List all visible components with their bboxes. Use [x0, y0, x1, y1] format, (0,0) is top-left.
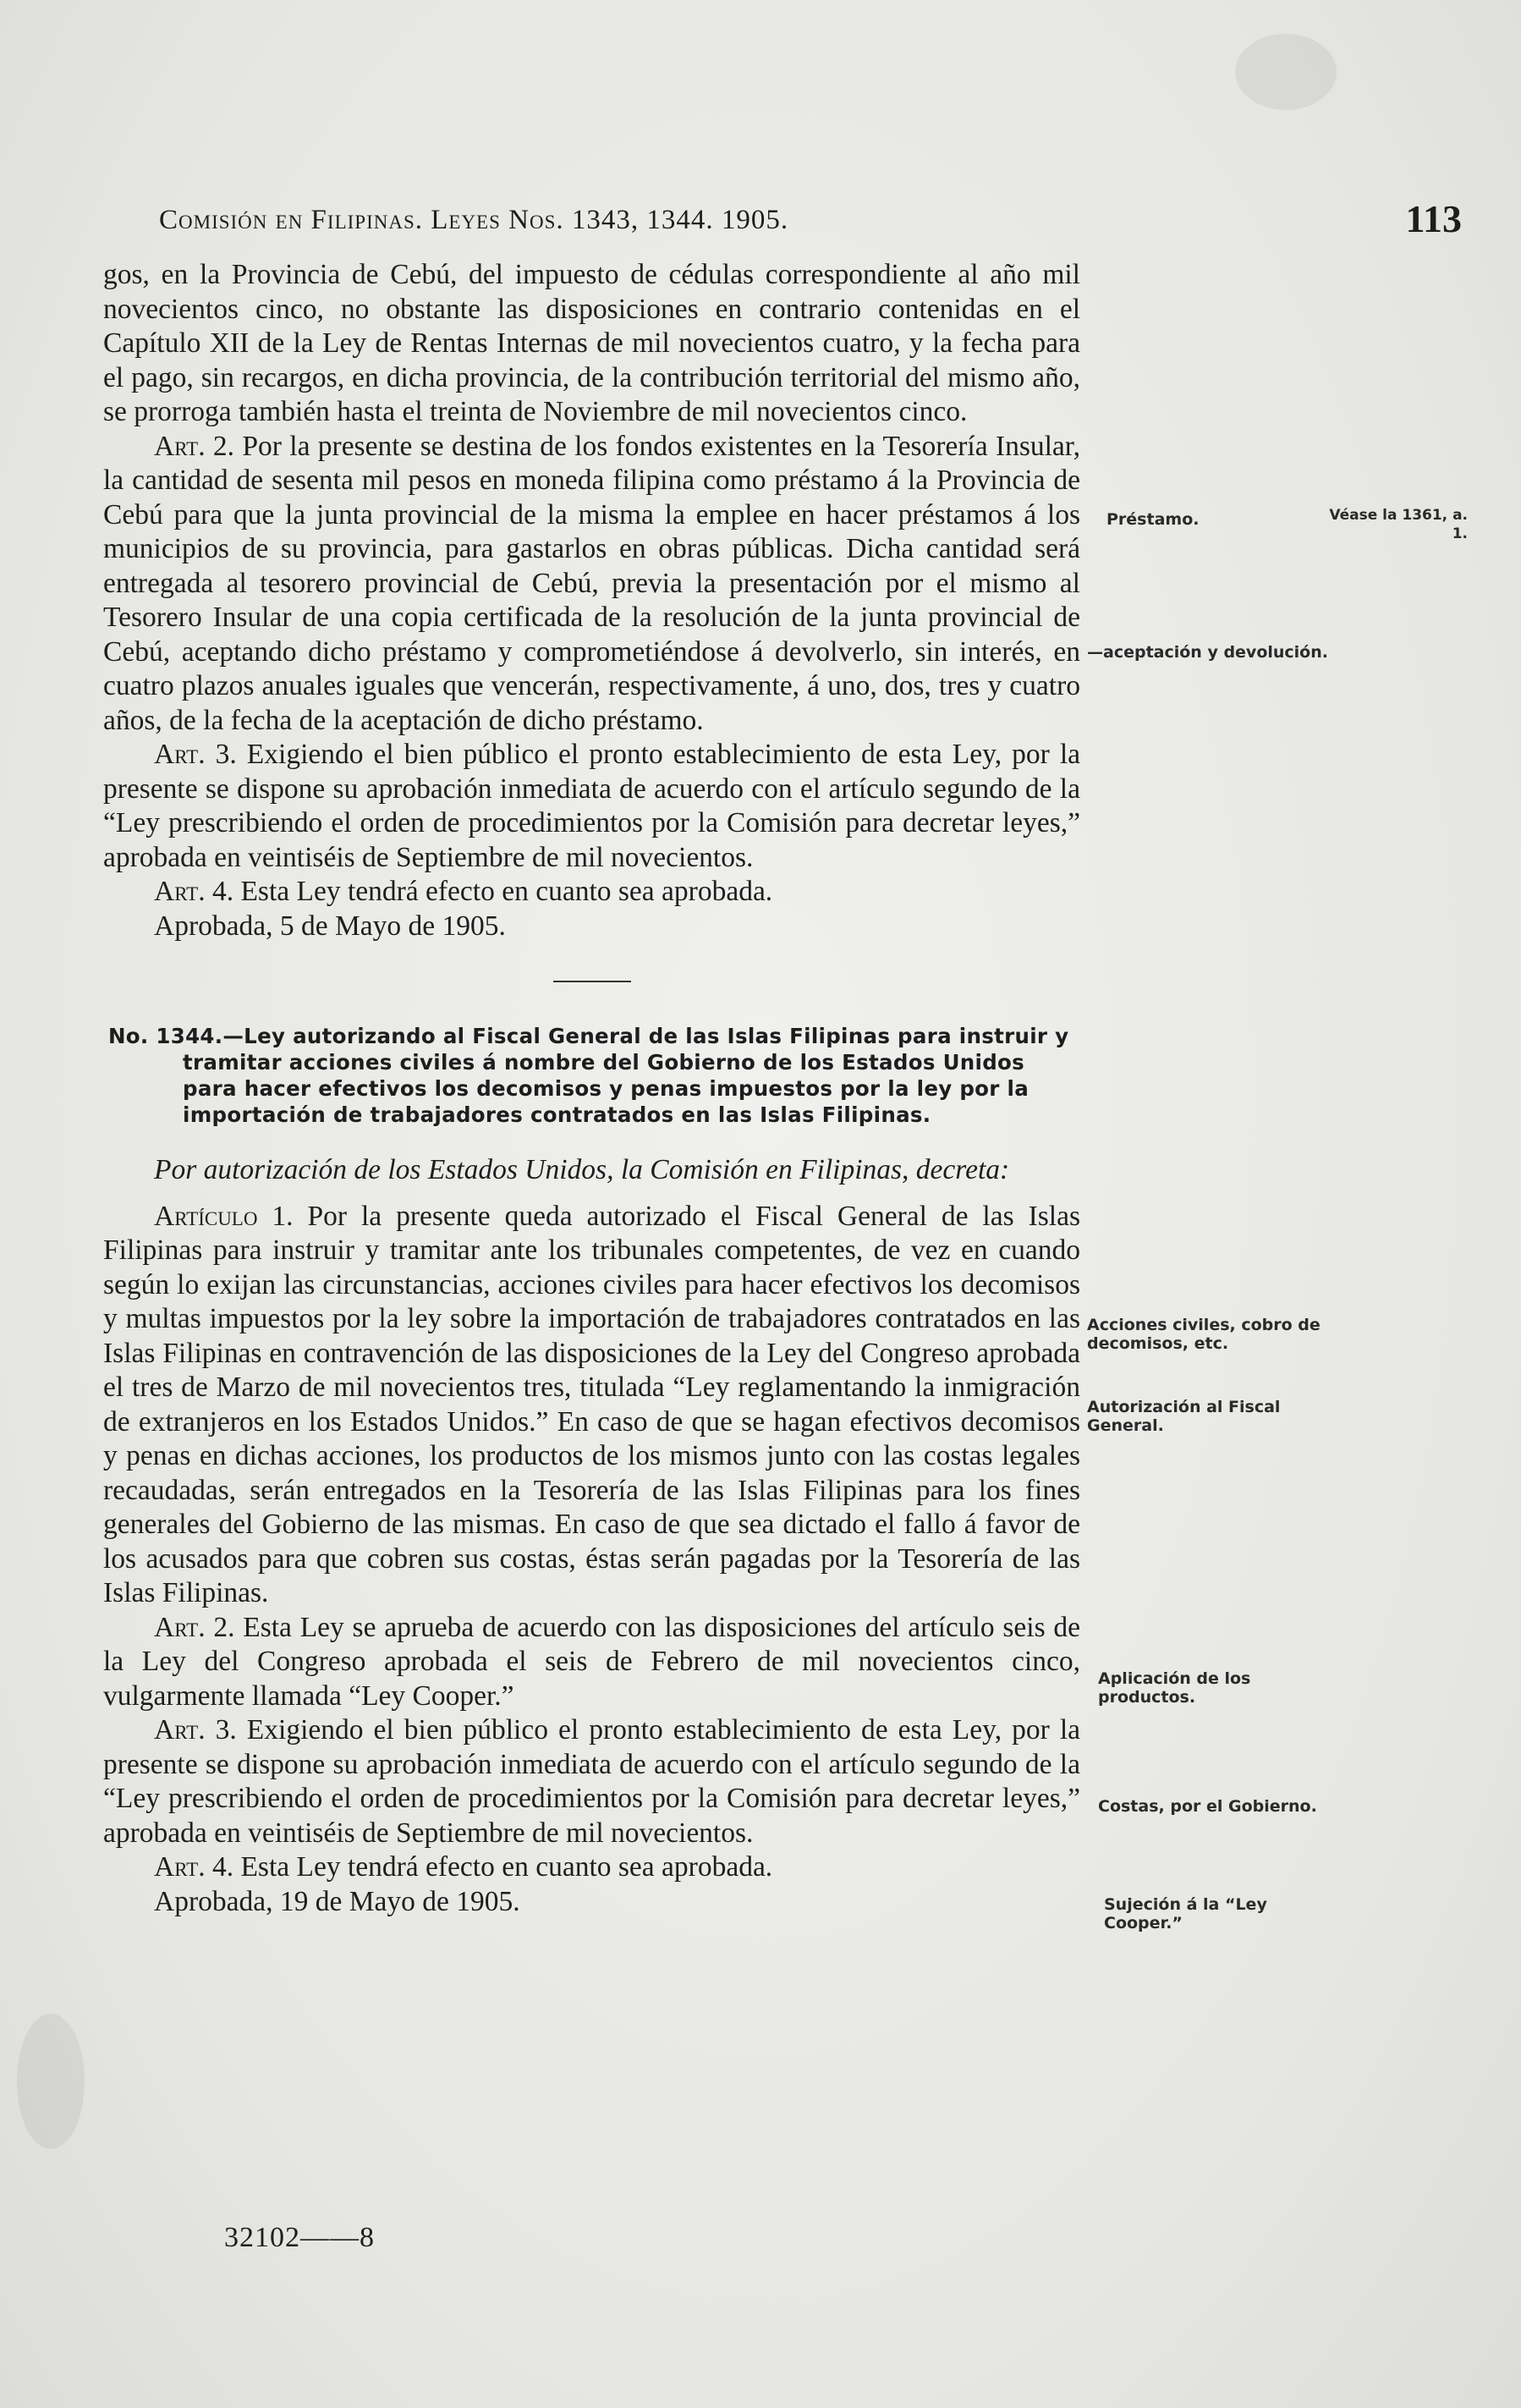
article-text: Exigiendo el bien público el pronto establecimiento de esta Ley, por la presente se dispone su aprobación inmediata de acuerdo con el artículo segundo de la “Ley prescribiendo el orden de procedimientos por la Comisión para decretar leyes,” aprobada en veintiséis de Septiembre de mil novecientos. — [103, 1714, 1080, 1849]
article-label: Art. 4. — [154, 1851, 234, 1883]
article-2 — [103, 1611, 1080, 1714]
article-4 — [103, 875, 1080, 910]
article-3 — [103, 738, 1080, 875]
article-2 — [103, 430, 1080, 739]
article-text: Exigiendo el bien público el pronto establecimiento de esta Ley, por la presente se dispone su aprobación inmediata de acuerdo con el artículo segundo de la “Ley prescribiendo el orden de procedimientos por la Comisión para decretar leyes,” aprobada en veintiséis de Septiembre de mil novecientos. — [103, 739, 1080, 873]
running-header — [159, 196, 1462, 247]
page-number: 113 — [1405, 197, 1462, 240]
margin-note-autorizacion: Autorización al Fiscal General. — [1087, 1398, 1281, 1435]
article-label: Art. 4. — [154, 876, 234, 907]
printer-signature: 32102——8 — [224, 2222, 375, 2253]
preamble: Por autorización de los Estados Unidos, la Comisión en Filipinas, decreta: — [154, 1154, 1010, 1185]
margin-note-aplicacion: Aplicación de los productos. — [1098, 1669, 1251, 1707]
article-label: Art. 2. — [154, 1611, 235, 1643]
article-text: Por la presente queda autorizado el Fiscal General de las Islas Filipinas para instruir y tramitar ante los tribunales competentes, de vez en cuando según lo exijan las circunstancias, acciones civiles para hacer efectivos los decomisos y multas impuestos por la ley sobre la importación de trabajadores contratados en las Islas Filipinas en contravención de las disposiciones de la Ley del Congreso aprobada el tres de Marzo de mil novecientos tres, titulada “Ley reglamentando la inmigración de extranjeros en los Estados Unidos.” En caso de que se hagan efectivos decomisos y penas en dichas acciones, los productos de los mismos junto con las costas legales recaudadas, serán entregados en la Tesorería de las Islas Filipinas para los fines generales del Gobierno de las mismas. En caso de que sea dictado el fallo á favor de los acusados para que cobren sus costas, éstas serán pagadas por la Tesorería de las Islas Filipinas. — [103, 1200, 1080, 1608]
article-text: Esta Ley se aprueba de acuerdo con las disposiciones del artículo seis de la Ley del Congreso aprobada el seis de Febrero de mil novecientos cinco, vulgarmente llamada “Ley Cooper.” — [103, 1611, 1081, 1712]
page-smudge — [17, 2014, 85, 2149]
margin-note-costas: Costas, por el Gobierno. — [1098, 1797, 1317, 1816]
paragraph-continuation: gos, en la Provincia de Cebú, del impuesto de cédulas correspondiente al año mil novecientos cinco, no obstante las disposiciones en contrario contenidas en el Capítulo XII de la Ley de Rentas Internas de mil novecientos cuatro, y la fecha para el pago, sin recargos, en dicha provincia, de la contribución territorial del mismo año, se prorroga también hasta el treinta de Noviembre de mil novecientos cinco. — [103, 259, 1080, 427]
article-label: Art. 3. — [154, 1714, 237, 1746]
article-label: Art. 3. — [154, 739, 237, 770]
article-text: Esta Ley tendrá efecto en cuanto sea aprobada. — [233, 876, 773, 907]
section-divider — [553, 981, 631, 982]
article-3 — [103, 1713, 1080, 1850]
running-header-title: Comisión en Filipinas. Leyes Nos. 1343, 1344. 1905. — [159, 205, 789, 235]
article-4 — [103, 1850, 1080, 1885]
article-text: Esta Ley tendrá efecto en cuanto sea aprobada. — [233, 1851, 773, 1883]
margin-note-aceptacion: —aceptación y devolución. — [1087, 643, 1328, 662]
article-label: Art. 2. — [154, 430, 235, 462]
main-text-column — [103, 258, 1080, 1919]
law-title: No. 1344.—Ley autorizando al Fiscal General de las Islas Filipinas para instruir y tramitar acciones civiles á nombre del Gobierno de los Estados Unidos para hacer efectivos los decomisos y penas impuestos por la ley por la importación de trabajadores contratados en las Islas Filipinas. — [108, 1024, 1069, 1127]
approval-date: Aprobada, 5 de Mayo de 1905. — [154, 910, 506, 942]
article-1 — [103, 1200, 1080, 1611]
margin-note-sujecion: Sujeción á la “Ley Cooper.” — [1104, 1895, 1267, 1932]
approval-date: Aprobada, 19 de Mayo de 1905. — [154, 1885, 520, 1917]
margin-note-prestamo: Préstamo. — [1106, 510, 1200, 529]
page-smudge — [1235, 34, 1337, 110]
article-text: Por la presente se destina de los fondos existentes en la Tesorería Insular, la cantidad de sesenta mil pesos en moneda filipina como préstamo á la Provincia de Cebú para que la junta provincial de la misma la emplee en hacer préstamos á los municipios de su provincia, para gastarlos en obras públicas. Dicha cantidad será entregada al tesorero provincial de Cebú, previa la presentación por el mismo al Tesorero Insular de una copia certificada de la resolución de la junta provincial de Cebú, aceptando dicho préstamo y comprometiéndose á devolverlo, sin interés, en cuatro plazos anuales iguales que vencerán, respectivamente, á uno, dos, tres y cuatro años, de la fecha de la aceptación de dicho préstamo. — [103, 430, 1080, 736]
margin-note-acciones: Acciones civiles, cobro de decomisos, etc. — [1087, 1316, 1321, 1353]
article-label: Artículo 1. — [154, 1200, 294, 1232]
margin-note-vease: Véase la 1361, a. 1. — [1329, 507, 1468, 542]
